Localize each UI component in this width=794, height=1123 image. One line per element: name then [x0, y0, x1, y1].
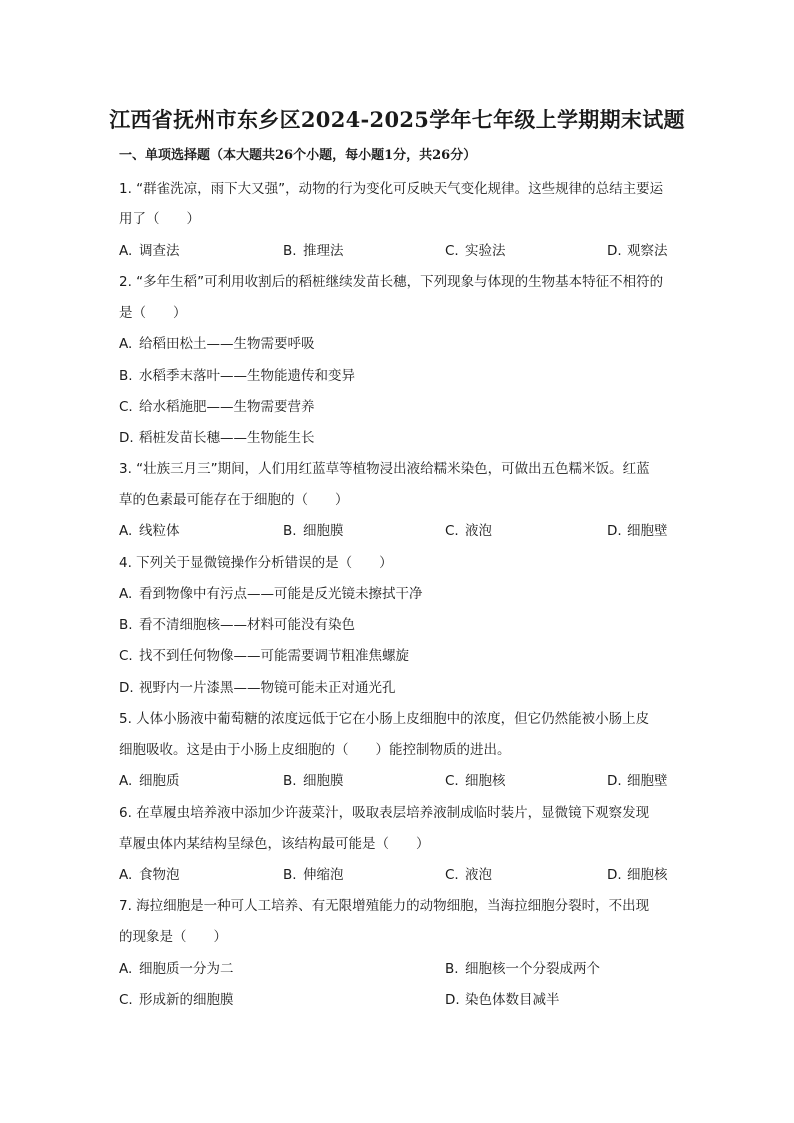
section-heading: 一、单项选择题（本大题共26个小题，每小题1分，共26分）	[119, 148, 477, 163]
question-5-option-c[interactable]: C. 细胞核	[445, 773, 506, 789]
question-1-option-d[interactable]: D. 观察法	[607, 243, 668, 259]
question-1-option-a[interactable]: A. 调查法	[119, 243, 180, 259]
question-1-option-b[interactable]: B. 推理法	[283, 243, 344, 259]
question-2-stem-line-1: 2. “多年生稻”可利用收割后的稻桩继续发苗长穗，下列现象与体现的生物基本特征不相符的	[119, 274, 664, 290]
question-3-stem-line-2: 草的色素最可能存在于细胞的（ ）	[119, 492, 349, 508]
question-3-option-b[interactable]: B. 细胞膜	[283, 523, 344, 539]
question-4-option-c[interactable]: C. 找不到任何物像——可能需要调节粗准焦螺旋	[119, 648, 409, 664]
page-title: 江西省抚州市东乡区2024-2025学年七年级上学期期末试题	[109, 107, 685, 132]
question-5-stem-line-2: 细胞吸收。这是由于小肠上皮细胞的（ ）能控制物质的进出。	[119, 742, 511, 758]
question-3-option-a[interactable]: A. 线粒体	[119, 523, 180, 539]
question-2-option-c[interactable]: C. 给水稻施肥——生物需要营养	[119, 399, 315, 415]
question-4-option-d[interactable]: D. 视野内一片漆黑——物镜可能未正对通光孔	[119, 680, 396, 696]
question-4-option-b[interactable]: B. 看不清细胞核——材料可能没有染色	[119, 617, 355, 633]
question-2-option-b[interactable]: B. 水稻季末落叶——生物能遗传和变异	[119, 368, 355, 384]
question-2-stem-line-2: 是（ ）	[119, 305, 187, 321]
question-6-stem-line-2: 草履虫体内某结构呈绿色，该结构最可能是（ ）	[119, 836, 430, 852]
question-6-option-b[interactable]: B. 伸缩泡	[283, 867, 344, 883]
question-5-option-b[interactable]: B. 细胞膜	[283, 773, 344, 789]
question-5-option-d[interactable]: D. 细胞壁	[607, 773, 668, 789]
question-7-option-b[interactable]: B. 细胞核一个分裂成两个	[445, 961, 600, 977]
question-6-option-a[interactable]: A. 食物泡	[119, 867, 180, 883]
question-2-option-d[interactable]: D. 稻桩发苗长穗——生物能生长	[119, 430, 315, 446]
question-4-stem-line-1: 4. 下列关于显微镜操作分析错误的是（ ）	[119, 555, 393, 571]
question-7-option-d[interactable]: D. 染色体数目减半	[445, 992, 560, 1008]
question-3-option-c[interactable]: C. 液泡	[445, 523, 492, 539]
question-7-option-c[interactable]: C. 形成新的细胞膜	[119, 992, 234, 1008]
question-1-stem-line-2: 用了（ ）	[119, 211, 200, 227]
question-3-option-d[interactable]: D. 细胞壁	[607, 523, 668, 539]
question-5-stem-line-1: 5. 人体小肠液中葡萄糖的浓度远低于它在小肠上皮细胞中的浓度，但它仍然能被小肠上皮	[119, 711, 650, 727]
question-5-option-a[interactable]: A. 细胞质	[119, 773, 180, 789]
question-7-option-a[interactable]: A. 细胞质一分为二	[119, 961, 234, 977]
question-6-stem-line-1: 6. 在草履虫培养液中添加少许菠菜汁，吸取表层培养液制成临时装片，显微镜下观察发现	[119, 805, 650, 821]
question-6-option-c[interactable]: C. 液泡	[445, 867, 492, 883]
question-4-option-a[interactable]: A. 看到物像中有污点——可能是反光镜未擦拭干净	[119, 586, 423, 602]
question-1-option-c[interactable]: C. 实验法	[445, 243, 506, 259]
question-7-stem-line-1: 7. 海拉细胞是一种可人工培养、有无限增殖能力的动物细胞，当海拉细胞分裂时，不出现	[119, 898, 650, 914]
question-3-stem-line-1: 3. “壮族三月三”期间，人们用红蓝草等植物浸出液给糯米染色，可做出五色糯米饭。红蓝	[119, 461, 650, 477]
question-1-stem-line-1: 1. “群雀洗凉，雨下大又强”，动物的行为变化可反映天气变化规律。这些规律的总结主要运	[119, 181, 664, 197]
question-6-option-d[interactable]: D. 细胞核	[607, 867, 668, 883]
question-2-option-a[interactable]: A. 给稻田松土——生物需要呼吸	[119, 336, 315, 352]
question-7-stem-line-2: 的现象是（ ）	[119, 929, 227, 945]
